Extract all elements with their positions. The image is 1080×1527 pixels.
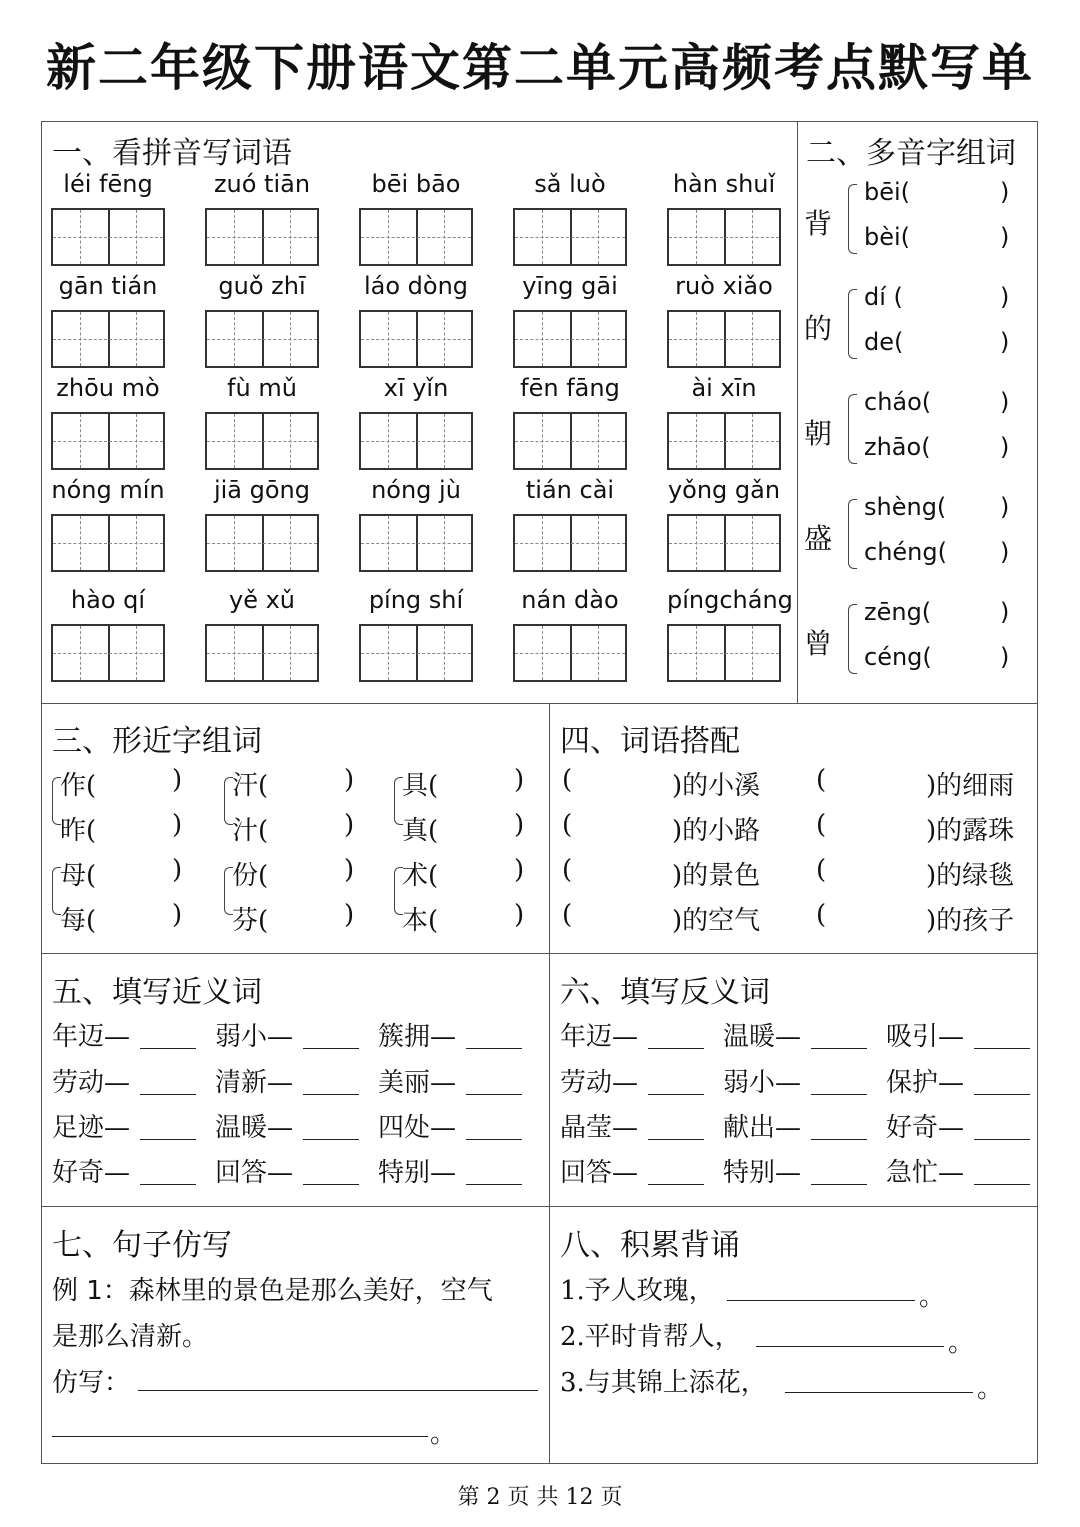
similar-char-b: 芬( [232,906,269,936]
pinyin-label: yīng gāi [522,272,618,300]
imitation-example-line2: 是那么清新。 [52,1322,209,1352]
pinyin-label: nóng mín [51,476,165,504]
collocation-open-paren[interactable]: ( [816,765,827,795]
recitation-answer-blank[interactable] [727,1300,915,1301]
collocation-phrase: )的绿毯 [926,861,1015,891]
synonyms-word: 弱小— [215,1022,294,1052]
paren-close: ) [514,765,525,795]
polyphone-char: 的 [804,312,833,345]
antonyms-answer-blank[interactable] [811,1048,867,1049]
polyphone-pinyin-a: cháo( [864,388,932,416]
paren-close: ) [344,765,355,795]
tian-guide-v [444,414,445,468]
tian-guide-h [361,441,471,442]
polyphone-paren-close: ) [1000,598,1010,626]
tian-grid-box[interactable] [359,514,473,572]
paren-close: ) [344,810,355,840]
antonyms-word: 晶莹— [560,1113,639,1143]
collocation-open-paren[interactable]: ( [816,810,827,840]
pinyin-label: tián cài [525,476,615,504]
tian-guide-h [361,653,471,654]
collocation-open-paren[interactable]: ( [562,810,573,840]
tian-guide-h [515,237,625,238]
antonyms-answer-blank[interactable] [811,1184,867,1185]
polyphone-paren-close: ) [1000,178,1010,206]
tian-guide-h [361,237,471,238]
tian-guide-v [752,516,753,570]
tian-guide-v [752,626,753,680]
tian-grid-box[interactable] [667,624,781,682]
tian-guide-v [136,210,137,264]
recitation-answer-blank[interactable] [756,1346,944,1347]
tian-grid-box[interactable] [51,208,165,266]
antonyms-answer-blank[interactable] [974,1048,1030,1049]
tian-guide-h [53,339,163,340]
similar-char-b: 每( [60,906,97,936]
antonyms-word: 回答— [560,1158,639,1188]
pinyin-label: yě xǔ [228,586,295,614]
tian-grid-box[interactable] [667,514,781,572]
tian-guide-v [234,626,235,680]
paren-close: ) [514,900,525,930]
antonyms-answer-blank[interactable] [648,1094,704,1095]
polyphone-pinyin-b: chéng( [864,538,947,566]
tian-grid-box[interactable] [513,624,627,682]
collocation-open-paren[interactable]: ( [562,765,573,795]
antonyms-word: 弱小— [723,1068,802,1098]
section-title-pinyin: 一、看拼音写词语 [52,136,292,171]
similar-char-b: 真( [402,816,439,846]
antonyms-word: 保护— [886,1068,965,1098]
pinyin-label: hàn shuǐ [672,170,776,198]
polyphone-pinyin-b: céng( [864,643,932,671]
polyphone-pinyin-b: bèi( [864,223,911,251]
tian-grid-box[interactable] [359,310,473,368]
pinyin-label: léi fēng [63,170,153,198]
synonyms-word: 四处— [378,1113,457,1143]
pinyin-label: guǒ zhī [218,272,306,300]
imitation-end-mark: 。 [430,1419,457,1449]
collocation-open-paren[interactable]: ( [816,855,827,885]
pinyin-label: yǒng gǎn [667,476,781,504]
recitation-line: 3.与其锦上添花， [560,1368,767,1398]
tian-guide-h [53,543,163,544]
tian-guide-v [752,210,753,264]
imitation-example-line1: 例 1：森林里的景色是那么美好，空气 [52,1276,493,1306]
tian-guide-v [444,210,445,264]
section-title-imitation: 七、句子仿写 [52,1228,232,1263]
tian-guide-v [444,516,445,570]
tian-guide-h [669,653,779,654]
tian-grid-box[interactable] [513,514,627,572]
pinyin-label: xī yǐn [383,374,449,402]
collocation-open-paren[interactable]: ( [562,855,573,885]
recitation-end-mark: 。 [977,1374,1004,1404]
similar-char-a: 术( [402,861,439,891]
tian-guide-h [515,441,625,442]
synonyms-word: 美丽— [378,1068,457,1098]
pinyin-label: bēi bāo [371,170,461,198]
polyphone-paren-close: ) [1000,223,1010,251]
paren-close: ) [172,900,183,930]
tian-guide-v [444,312,445,366]
pinyin-label: ài xīn [691,374,757,402]
similar-char-a: 母( [60,861,97,891]
synonyms-word: 特别— [378,1158,457,1188]
tian-guide-h [669,543,779,544]
tian-guide-h [669,237,779,238]
similar-char-b: 本( [402,906,439,936]
tian-guide-v [542,516,543,570]
tian-guide-v [80,516,81,570]
antonyms-answer-blank[interactable] [648,1048,704,1049]
tian-guide-h [515,339,625,340]
antonyms-answer-blank[interactable] [974,1184,1030,1185]
antonyms-word: 温暖— [723,1022,802,1052]
synonyms-answer-blank[interactable] [466,1139,522,1140]
tian-grid-box[interactable] [205,624,319,682]
section-title-polyphone: 二、多音字组词 [806,136,1016,171]
polyphone-char: 背 [804,207,833,240]
section-title-antonym: 六、填写反义词 [560,975,770,1010]
paren-close: ) [344,855,355,885]
pinyin-label: zhōu mò [56,374,160,402]
imitation-answer-line2[interactable] [52,1436,428,1437]
tian-guide-v [752,312,753,366]
polyphone-paren-close: ) [1000,328,1010,356]
polyphone-char: 朝 [804,417,833,450]
tian-grid-box[interactable] [205,514,319,572]
tian-guide-v [136,626,137,680]
tian-guide-v [542,626,543,680]
synonyms-answer-blank[interactable] [140,1139,196,1140]
synonyms-word: 温暖— [215,1113,294,1143]
polyphone-brace [848,394,857,464]
polyphone-pinyin-b: zhāo( [864,433,931,461]
tian-grid-box[interactable] [667,412,781,470]
collocation-phrase: )的景色 [672,861,761,891]
tian-guide-v [290,210,291,264]
synonyms-answer-blank[interactable] [140,1184,196,1185]
polyphone-char: 曾 [804,627,833,660]
paren-close: ) [514,810,525,840]
antonyms-answer-blank[interactable] [811,1094,867,1095]
worksheet-title: 新二年级下册语文第二单元高频考点默写单 [46,38,1034,97]
tian-grid-box[interactable] [51,514,165,572]
synonyms-word: 回答— [215,1158,294,1188]
section-title-recitation: 八、积累背诵 [560,1228,740,1263]
tian-guide-v [598,626,599,680]
collocation-open-paren[interactable]: ( [816,900,827,930]
paren-close: ) [344,900,355,930]
antonyms-word: 劳动— [560,1068,639,1098]
tian-grid-box[interactable] [205,412,319,470]
tian-guide-v [388,626,389,680]
polyphone-paren-close: ) [1000,388,1010,416]
pinyin-label: jiā gōng [213,476,311,504]
polyphone-pinyin-a: bēi( [864,178,911,206]
synonyms-word: 好奇— [52,1158,131,1188]
polyphone-brace [848,184,857,254]
polyphone-pinyin-b: de( [864,328,904,356]
tian-grid-box[interactable] [205,310,319,368]
collocation-phrase: )的细雨 [926,771,1015,801]
tian-guide-v [234,312,235,366]
similar-char-a: 具( [402,771,439,801]
tian-guide-v [80,312,81,366]
tian-guide-h [53,441,163,442]
tian-guide-v [542,414,543,468]
tian-guide-h [669,441,779,442]
similar-char-a: 作( [60,771,97,801]
divider-row2 [41,953,1038,954]
section-title-synonym: 五、填写近义词 [52,975,262,1010]
tian-guide-v [80,626,81,680]
pinyin-label: fēn fāng [520,374,620,402]
tian-guide-h [361,543,471,544]
tian-guide-v [696,414,697,468]
tian-guide-v [388,516,389,570]
collocation-phrase: )的小溪 [672,771,761,801]
collocation-phrase: )的露珠 [926,816,1015,846]
tian-guide-v [290,312,291,366]
synonyms-answer-blank[interactable] [140,1048,196,1049]
synonyms-answer-blank[interactable] [303,1139,359,1140]
tian-guide-v [80,210,81,264]
antonyms-word: 急忙— [886,1158,965,1188]
tian-guide-v [696,210,697,264]
recitation-end-mark: 。 [919,1282,946,1312]
tian-grid-box[interactable] [359,624,473,682]
similar-char-a: 汗( [232,771,269,801]
polyphone-pinyin-a: zēng( [864,598,932,626]
antonyms-answer-blank[interactable] [648,1184,704,1185]
tian-guide-v [598,312,599,366]
pinyin-label: hào qí [70,586,146,614]
antonyms-word: 吸引— [886,1022,965,1052]
collocation-phrase: )的空气 [672,906,761,936]
tian-guide-v [234,516,235,570]
tian-grid-box[interactable] [205,208,319,266]
tian-grid-box[interactable] [359,412,473,470]
antonyms-word: 特别— [723,1158,802,1188]
tian-guide-h [207,653,317,654]
polyphone-pinyin-a: shèng( [864,493,947,521]
polyphone-brace [848,604,857,674]
divider-row1 [41,703,1038,704]
pinyin-label: sǎ luò [534,170,606,198]
recitation-end-mark: 。 [948,1328,975,1358]
synonyms-word: 年迈— [52,1022,131,1052]
tian-guide-v [696,312,697,366]
paren-close: ) [172,855,183,885]
section-title-similar: 三、形近字组词 [52,724,262,759]
recitation-line: 2.平时肯帮人， [560,1322,741,1352]
pinyin-label: zuó tiān [213,170,311,198]
tian-guide-v [80,414,81,468]
pinyin-label: píng shí [368,586,464,614]
tian-guide-v [542,210,543,264]
tian-guide-v [444,626,445,680]
tian-guide-v [696,626,697,680]
paren-close: ) [514,855,525,885]
synonyms-answer-blank[interactable] [466,1048,522,1049]
tian-guide-v [542,312,543,366]
paren-close: ) [172,810,183,840]
synonyms-word: 劳动— [52,1068,131,1098]
polyphone-brace [848,499,857,569]
tian-guide-v [696,516,697,570]
synonyms-answer-blank[interactable] [303,1184,359,1185]
tian-grid-box[interactable] [51,624,165,682]
polyphone-paren-close: ) [1000,493,1010,521]
paren-close: ) [172,765,183,795]
divider-center [549,703,550,1464]
collocation-phrase: )的孩子 [926,906,1015,936]
polyphone-paren-close: ) [1000,643,1010,671]
antonyms-answer-blank[interactable] [811,1139,867,1140]
tian-guide-v [388,414,389,468]
section-title-collocation: 四、词语搭配 [560,724,740,759]
polyphone-brace [848,289,857,359]
imitation-answer-line1[interactable] [138,1390,538,1391]
antonyms-word: 献出— [723,1113,802,1143]
tian-guide-h [207,441,317,442]
tian-guide-v [290,626,291,680]
synonyms-answer-blank[interactable] [303,1094,359,1095]
polyphone-paren-close: ) [1000,433,1010,461]
tian-guide-v [290,516,291,570]
tian-guide-v [598,414,599,468]
antonyms-word: 年迈— [560,1022,639,1052]
tian-guide-h [669,339,779,340]
polyphone-paren-close: ) [1000,538,1010,566]
tian-guide-v [234,414,235,468]
tian-grid-box[interactable] [513,208,627,266]
similar-char-a: 份( [232,861,269,891]
page-footer: 第 2 页 共 12 页 [457,1485,623,1510]
antonyms-answer-blank[interactable] [974,1094,1030,1095]
pinyin-label: nán dào [521,586,619,614]
tian-guide-v [234,210,235,264]
synonyms-answer-blank[interactable] [466,1094,522,1095]
collocation-phrase: )的小路 [672,816,761,846]
tian-guide-h [53,237,163,238]
synonyms-word: 清新— [215,1068,294,1098]
pinyin-label: láo dòng [363,272,469,300]
tian-guide-h [515,653,625,654]
synonyms-word: 簇拥— [378,1022,457,1052]
recitation-answer-blank[interactable] [785,1392,973,1393]
tian-grid-box[interactable] [51,412,165,470]
tian-grid-box[interactable] [359,208,473,266]
tian-guide-h [207,543,317,544]
antonyms-answer-blank[interactable] [648,1139,704,1140]
tian-guide-v [598,210,599,264]
imitation-prompt: 仿写： [52,1368,131,1398]
antonyms-word: 好奇— [886,1113,965,1143]
tian-guide-v [388,312,389,366]
divider-row3 [41,1206,1038,1207]
tian-guide-h [207,237,317,238]
tian-guide-v [136,516,137,570]
similar-char-b: 昨( [60,816,97,846]
pinyin-label: gān tián [58,272,158,300]
collocation-open-paren[interactable]: ( [562,900,573,930]
pinyin-label: nóng jù [371,476,461,504]
pinyin-label: fù mǔ [227,374,297,402]
tian-guide-v [752,414,753,468]
tian-guide-h [207,339,317,340]
tian-guide-v [388,210,389,264]
tian-grid-box[interactable] [667,310,781,368]
synonyms-answer-blank[interactable] [140,1094,196,1095]
pinyin-label: píngcháng [667,586,793,614]
tian-grid-box[interactable] [513,310,627,368]
tian-grid-box[interactable] [667,208,781,266]
polyphone-char: 盛 [804,522,833,555]
tian-guide-h [515,543,625,544]
polyphone-pinyin-a: dí ( [864,283,903,311]
similar-char-b: 汁( [232,816,269,846]
pinyin-label: ruò xiǎo [675,272,773,300]
tian-guide-h [361,339,471,340]
tian-grid-box[interactable] [51,310,165,368]
recitation-line: 1.予人玫瑰， [560,1276,715,1306]
tian-guide-h [53,653,163,654]
tian-guide-v [136,312,137,366]
polyphone-paren-close: ) [1000,283,1010,311]
antonyms-answer-blank[interactable] [974,1139,1030,1140]
divider-s1-s2 [797,121,798,703]
synonyms-word: 足迹— [52,1113,131,1143]
tian-guide-v [598,516,599,570]
synonyms-answer-blank[interactable] [303,1048,359,1049]
tian-guide-v [136,414,137,468]
synonyms-answer-blank[interactable] [466,1184,522,1185]
tian-grid-box[interactable] [513,412,627,470]
tian-guide-v [290,414,291,468]
